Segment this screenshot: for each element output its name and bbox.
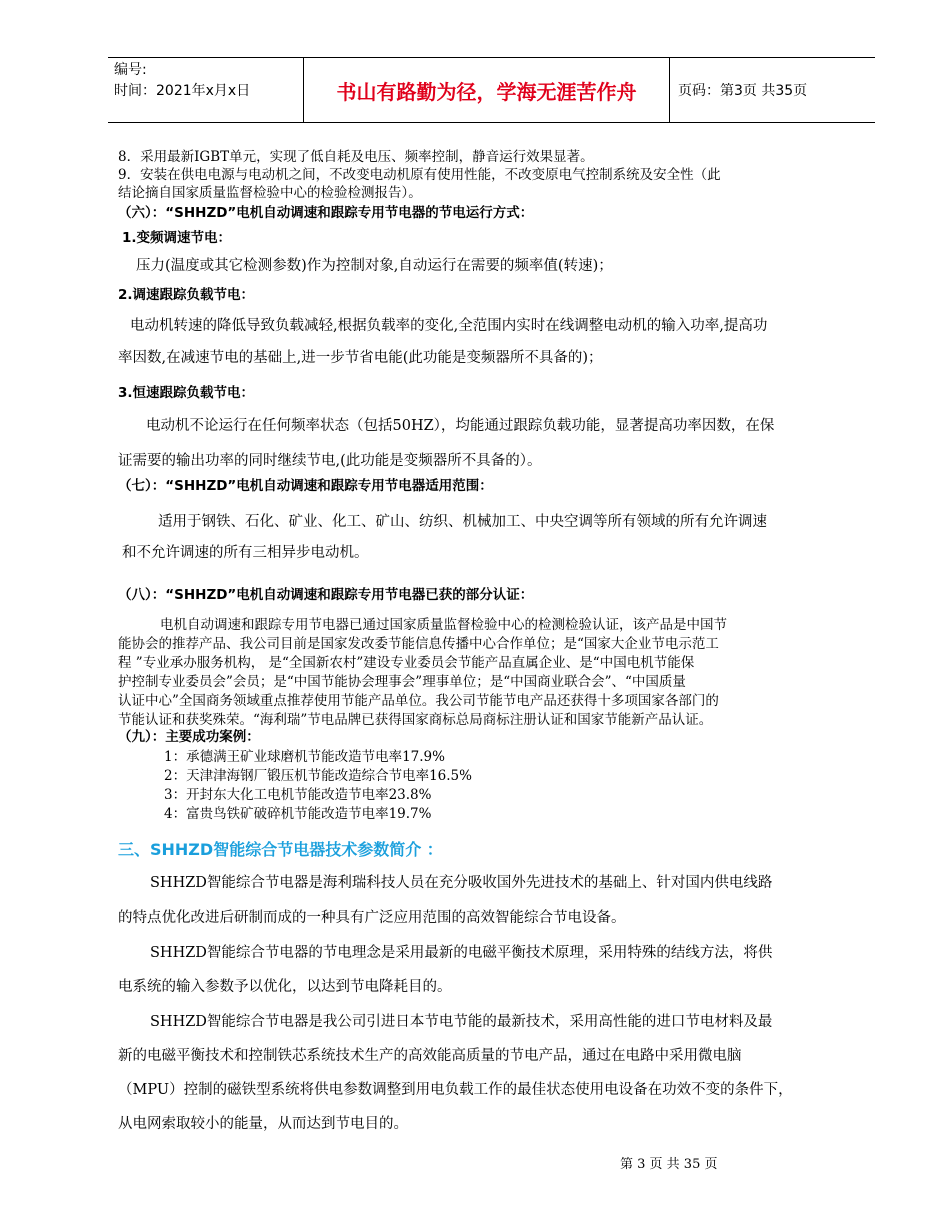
paragraph-line: 从电网索取较小的能量，从而达到节电目的。 [118, 1116, 408, 1132]
paragraph-line: 电机自动调速和跟踪专用节电器已通过国家质量监督检验中心的检测检验认证，该产品是中国节 [160, 617, 727, 633]
section-heading-9: （九）：主要成功案例： [118, 729, 260, 745]
paragraph-line: 程 ”专业承办服务机构， 是“全国新农村”建设专业委员会节能产品直属企业、是“中国电机节能保 [118, 655, 695, 671]
paragraph-line: 和不允许调速的所有三相异步电动机。 [122, 545, 369, 561]
case-item: 3：开封东大化工电机节能改造节电率23.8% [164, 787, 432, 803]
paragraph-line: SHHZD智能综合节电器是我公司引进日本节电节能的最新技术，采用高性能的进口节电材料及最 [150, 1014, 773, 1030]
section-heading-8: （八）：“SHHZD”电机自动调速和跟踪专用节电器已获的部分认证： [118, 587, 534, 603]
number-label: 编号: [114, 62, 147, 78]
subheading-1: 1.变频调速节电： [122, 230, 232, 246]
paragraph-line: 能协会的推荐产品、我公司目前是国家发改委节能信息传播中心合作单位；是“国家大企业节电示范工 [118, 636, 719, 652]
paragraph-line: 9．安装在供电电源与电动机之间，不改变电动机原有使用性能，不改变原电气控制系统及安全性（此 [118, 167, 721, 183]
paragraph-line: 护控制专业委员会”会员；是“中国节能协会理事会”理事单位；是“中国商业联合会”、“中国质量 [118, 674, 686, 690]
time-label: 时间：2021年x月x日 [114, 83, 251, 99]
paragraph-line: 适用于钢铁、石化、矿业、化工、矿山、纺织、机械加工、中央空调等所有领域的所有允许调速 [158, 514, 767, 530]
paragraph-line: 结论摘自国家质量监督检验中心的检验检测报告）。 [118, 185, 422, 201]
case-item: 1：承德满王矿业球磨机节能改造节电率17.9% [164, 749, 445, 765]
paragraph-line: SHHZD智能综合节电器的节电理念是采用最新的电磁平衡技术原理，采用特殊的结线方法，将供 [150, 945, 773, 961]
paragraph-line: 8．采用最新IGBT单元，实现了低自耗及电压、频率控制，静音运行效果显著。 [118, 149, 594, 165]
paragraph-line: 电系统的输入参数予以优化，以达到节电降耗目的。 [118, 979, 452, 995]
page-header [108, 57, 875, 123]
page-footer: 第 3 页 共 35 页 [620, 1157, 718, 1172]
header-motto: 书山有路勤为径，学海无涯苦作舟 [304, 58, 670, 122]
section-heading-6: （六）：“SHHZD”电机自动调速和跟踪专用节电器的节电运行方式： [118, 205, 534, 221]
paragraph-line: 新的电磁平衡技术和控制铁芯系统技术生产的高效能高质量的节电产品，通过在电路中采用微电脑 [118, 1048, 742, 1064]
paragraph-line: 认证中心”全国商务领域重点推荐使用节能产品单位。我公司节能节电产品还获得十多项国家各部门的 [118, 693, 719, 709]
case-item: 4：富贵鸟铁矿破碎机节能改造节电率19.7% [164, 806, 432, 822]
paragraph-line: 的特点优化改进后研制而成的一种具有广泛应用范围的高效智能综合节电设备。 [118, 910, 626, 926]
subheading-3: 3.恒速跟踪负载节电： [118, 385, 255, 401]
paragraph-line: 节能认证和获奖殊荣。“海利瑞”节电品牌已获得国家商标总局商标注册认证和国家节能新产品认证。 [118, 712, 713, 728]
section-heading-3: 三、SHHZD智能综合节电器技术参数简介 ： [118, 840, 443, 859]
case-item: 2：天津津海钢厂锻压机节能改造综合节电率16.5% [164, 768, 472, 784]
paragraph-line: 率因数,在减速节电的基础上,进一步节省电能(此功能是变频器所不具备的)； [118, 350, 603, 366]
section-heading-7: （七）：“SHHZD”电机自动调速和跟踪专用节电器适用范围： [118, 478, 493, 494]
paragraph-line: 电动机不论运行在任何频率状态（包括50HZ），均能通过跟踪负载功能，显著提高功率因数，在保 [146, 418, 775, 434]
header-meta [108, 58, 304, 122]
subheading-2: 2.调速跟踪负载节电： [118, 287, 255, 303]
paragraph-line: 电动机转速的降低导致负载减轻,根据负载率的变化,全范围内实时在线调整电动机的输入功率,提高功 [130, 318, 768, 334]
header-page-number: 页码：第3页 共35页 [678, 83, 808, 99]
paragraph-line: 证需要的输出功率的同时继续节电,(此功能是变频器所不具备的）。 [118, 453, 542, 469]
paragraph-line: （MPU）控制的磁铁型系统将供电参数调整到用电负载工作的最佳状态使用电设备在功效不变的条件下， [118, 1082, 793, 1098]
paragraph-line: SHHZD智能综合节电器是海利瑞科技人员在充分吸收国外先进技术的基础上、针对国内供电线路 [150, 875, 773, 891]
paragraph-line: 压力(温度或其它检测参数)作为控制对象,自动运行在需要的频率值(转速)； [136, 258, 613, 274]
